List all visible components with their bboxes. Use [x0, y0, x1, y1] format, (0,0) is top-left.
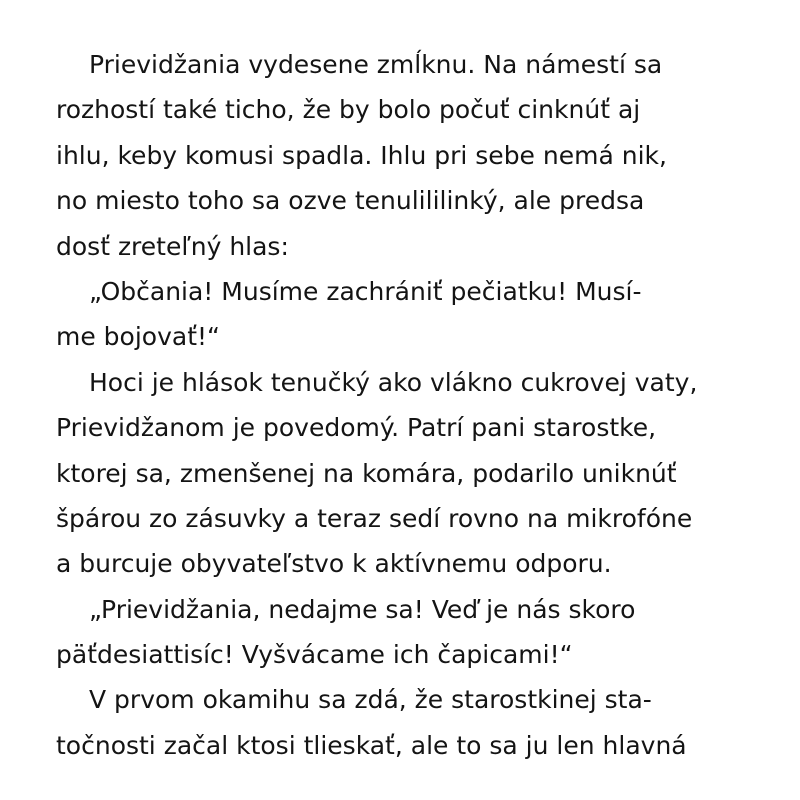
text-line: Hoci je hlások tenučký ako vlákno cukrovej vaty,	[89, 367, 698, 397]
text-line: ktorej sa, zmenšenej na komára, podarilo uniknúť	[56, 458, 677, 488]
text-line: me bojovať!“	[56, 322, 220, 352]
text-line: „Prievidžania, nedajme sa! Veď je nás skoro	[89, 594, 636, 624]
text-line: špárou zo zásuvky a teraz sedí rovno na mikrofóne	[56, 503, 693, 533]
text-line: ihlu, keby komusi spadla. Ihlu pri sebe nemá nik,	[56, 140, 667, 170]
text-line: V prvom okamihu sa zdá, že starostkinej sta-	[89, 685, 652, 715]
text-line: a burcuje obyvateľstvo k aktívnemu odporu.	[56, 549, 612, 579]
text-line: „Občania! Musíme zachrániť pečiatku! Musí-	[89, 276, 642, 306]
document-page	[56, 42, 756, 768]
text-line: Prievidžanom je povedomý. Patrí pani starostke,	[56, 413, 657, 443]
text-line: rozhostí také ticho, že by bolo počuť cinknúť aj	[56, 95, 641, 125]
text-line: točnosti začal ktosi tlieskať, ale to sa ju len hlavná	[56, 730, 687, 760]
text-line: dosť zreteľný hlas:	[56, 231, 289, 261]
text-line: päťdesiattisíc! Vyšvácame ich čapicami!“	[56, 640, 573, 670]
text-line: Prievidžania vydesene zmĺknu. Na námestí sa	[89, 50, 663, 79]
text-line: no miesto toho sa ozve tenulililinký, ale predsa	[56, 186, 645, 216]
